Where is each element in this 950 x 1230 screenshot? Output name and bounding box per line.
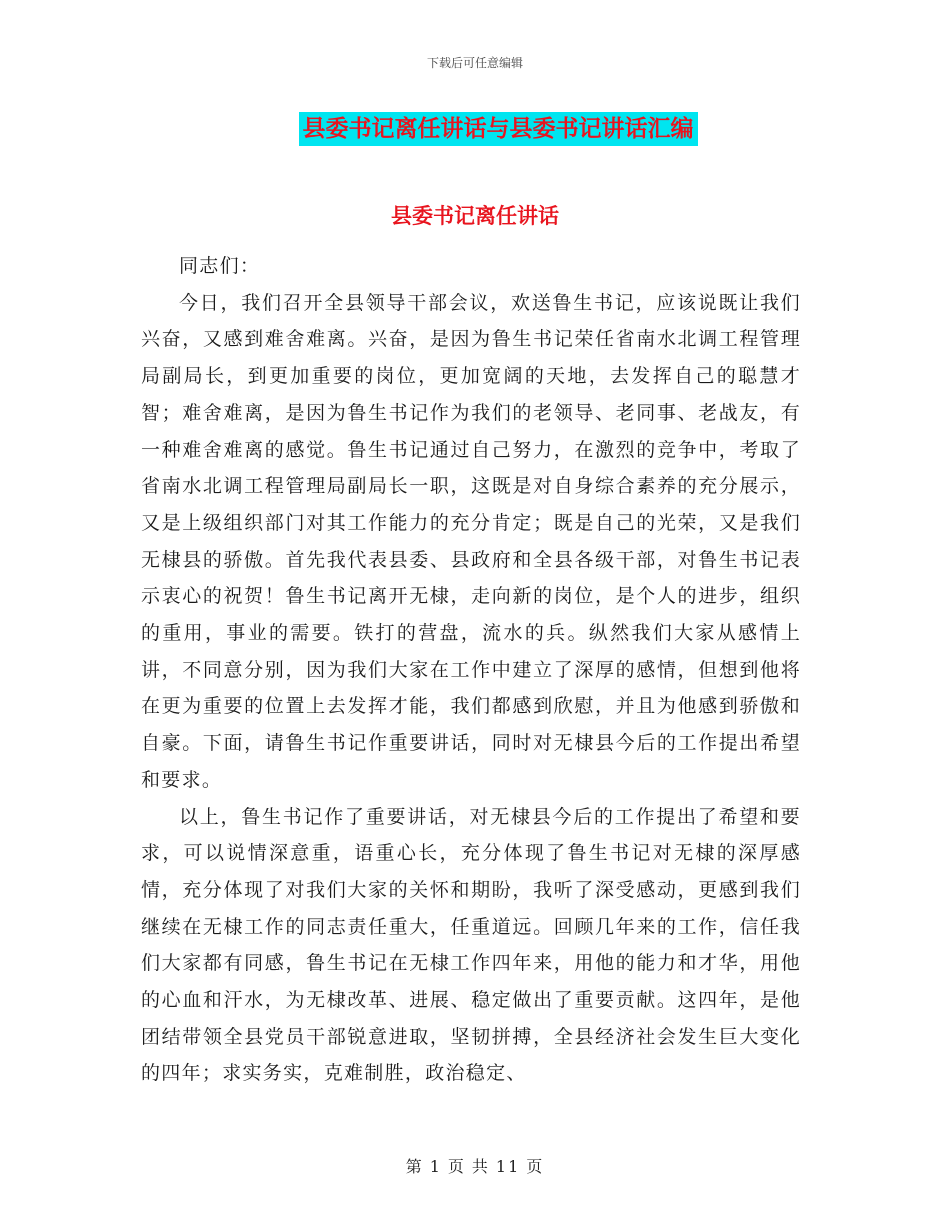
footer-total-unit: 页 [526, 1157, 545, 1176]
sub-title: 县委书记离任讲话 [391, 203, 559, 228]
page-footer [0, 1154, 950, 1177]
paragraph-1: 今日，我们召开全县领导干部会议，欢送鲁生书记，应该说既让我们兴奋，又感到难舍难离。兴奋，是因为鲁生书记荣任省南水北调工程管理局副局长，到更加重要的岗位，更加宽阔的天地，去发挥自己的聪慧才智；难舍难离，是因为鲁生书记作为我们的老领导、老同事、老战友，有一种难舍难离的感觉。鲁生书记通过自己努力，在激烈的竞争中，考取了省南水北调工程管理局副局长一职，这既是对自身综合素养的充分展示，又是上级组织部门对其工作能力的充分肯定；既是自己的光荣，又是我们无棣县的骄傲。首先我代表县委、县政府和全县各级干部，对鲁生书记表示衷心的祝贺！鲁生书记离开无棣，走向新的岗位，是个人的进步，组织的重用，事业的需要。铁打的营盘，流水的兵。纵然我们大家从感情上讲，不同意分别，因为我们大家在工作中建立了深厚的感情，但想到他将在更为重要的位置上去发挥才能，我们都感到欣慰，并且为他感到骄傲和自豪。下面，请鲁生书记作重要讲话，同时对无棣县今后的工作提出希望和要求。 [141, 291, 801, 791]
footer-prefix: 第 [405, 1157, 424, 1176]
document-body [141, 248, 801, 1092]
header-note: 下载后可任意编辑 [426, 56, 523, 70]
footer-page-number: 1 [429, 1157, 442, 1176]
footer-page-unit: 页 [447, 1157, 466, 1176]
main-title-container [0, 112, 950, 146]
paragraph-2: 以上，鲁生书记作了重要讲话，对无棣县今后的工作提出了希望和要求，可以说情深意重，语重心长，充分体现了鲁生书记对无棣的深厚感情，充分体现了对我们大家的关怀和期盼，我听了深受感动，更感到我们继续在无棣工作的同志责任重大，任重道远。回顾几年来的工作，信任我们大家都有同感，鲁生书记在无棣工作四年来，用他的能力和才华，用他的心血和汗水，为无棣改革、进展、稳定做出了重要贡献。这四年，是他团结带领全县党员干部锐意进取，坚韧拼搏，全县经济社会发生巨大变化的四年；求实务实，克难制胜，政治稳定、 [141, 805, 801, 1085]
salutation: 同志们： [179, 255, 261, 277]
footer-total-prefix: 共 [471, 1157, 490, 1176]
footer-total-pages: 11 [495, 1157, 521, 1176]
main-title: 县委书记离任讲话与县委书记讲话汇编 [299, 112, 698, 146]
